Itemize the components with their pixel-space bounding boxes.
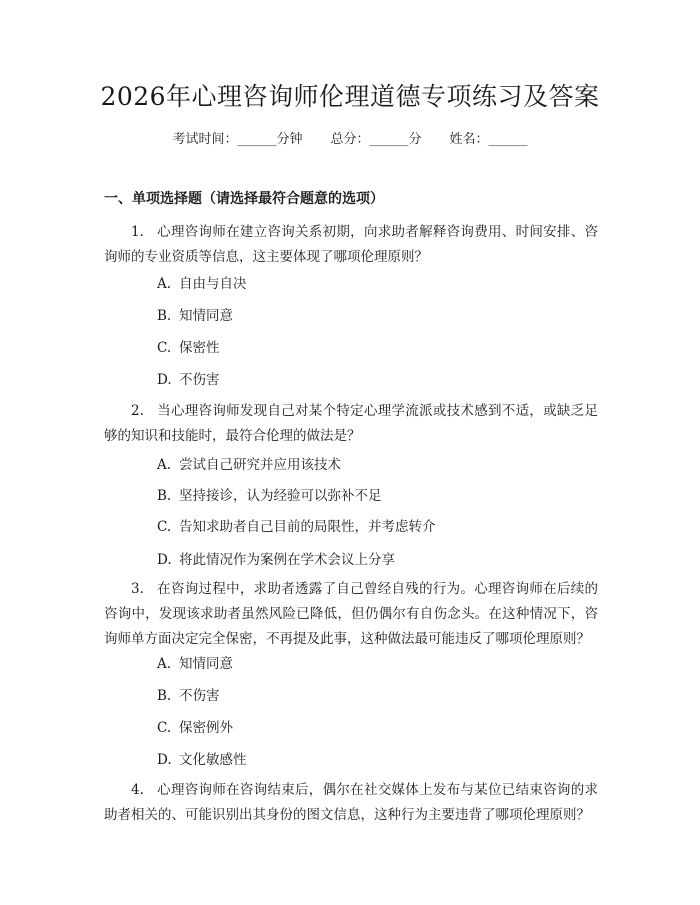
question-3-option-a [157,653,233,675]
option-text: 保密例外 [179,720,233,736]
option-text: 自由与自决 [179,276,247,292]
question-3-option-b [157,685,220,707]
option-letter: A. [157,457,172,473]
option-letter: B. [157,308,172,324]
question-text: 心理咨询师在咨询结束后，偶尔在社交媒体上发布与某位已结束咨询的求助者相关的、可能识别出其身份的图文信息，这种行为主要违背了哪项伦理原则？ [104,782,598,823]
option-text: 告知求助者自己目前的局限性，并考虑转介 [179,519,436,535]
option-text: 不伤害 [179,372,220,388]
question-text: 当心理咨询师发现自己对某个特定心理学流派或技术感到不适，或缺乏足够的知识和技能时，最符合伦理的做法是？ [104,403,598,444]
question-2-option-c [157,516,436,538]
exam-time-field: 考试时间：______分钟 [172,132,303,147]
exam-score-field: 总分：______分 [330,132,422,147]
question-3-option-c [157,717,233,739]
option-letter: D. [157,752,172,768]
question-2 [104,399,598,449]
option-letter: D. [157,552,172,568]
option-letter: A. [157,656,172,672]
question-1 [104,220,598,270]
option-letter: B. [157,688,172,704]
section-heading: 一、单项选择题（请选择最符合题意的选项） [104,191,384,207]
option-letter: C. [157,340,172,356]
exam-meta [0,130,700,150]
question-number: 1. [131,224,144,240]
option-text: 尝试自己研究并应用该技术 [179,457,341,473]
option-text: 保密性 [179,340,220,356]
option-letter: C. [157,519,172,535]
question-3-option-d [157,749,247,771]
option-text: 不伤害 [179,688,220,704]
question-2-option-d [157,549,395,571]
question-1-option-d [157,369,220,391]
option-text: 坚持接诊，认为经验可以弥补不足 [179,488,382,504]
question-number: 4. [131,782,144,798]
option-letter: D. [157,372,172,388]
page-title: 2026年心理咨询师伦理道德专项练习及答案 [100,82,600,111]
question-1-option-b [157,305,233,327]
question-1-option-a [157,273,247,295]
option-letter: C. [157,720,172,736]
question-text: 在咨询过程中，求助者透露了自己曾经自残的行为。心理咨询师在后续的咨询中，发现该求助者虽然风险已降低，但仍偶尔有自伤念头。在这种情况下，咨询师单方面决定完全保密，不再提及此事，这种做法最可能违反了哪项伦理原则？ [104,581,598,647]
question-4 [104,778,598,828]
question-2-option-b [157,485,382,507]
question-2-option-a [157,454,341,476]
question-number: 2. [131,403,144,419]
question-number: 3. [131,581,144,597]
option-text: 知情同意 [179,656,233,672]
option-text: 将此情况作为案例在学术会议上分享 [179,552,395,568]
question-3 [104,577,598,652]
option-text: 知情同意 [179,308,233,324]
option-text: 文化敏感性 [179,752,247,768]
exam-name-field: 姓名：______ [449,132,528,147]
option-letter: A. [157,276,172,292]
question-1-option-c [157,337,220,359]
question-text: 心理咨询师在建立咨询关系初期，向求助者解释咨询费用、时间安排、咨询师的专业资质等信息，这主要体现了哪项伦理原则？ [104,224,598,265]
option-letter: B. [157,488,172,504]
